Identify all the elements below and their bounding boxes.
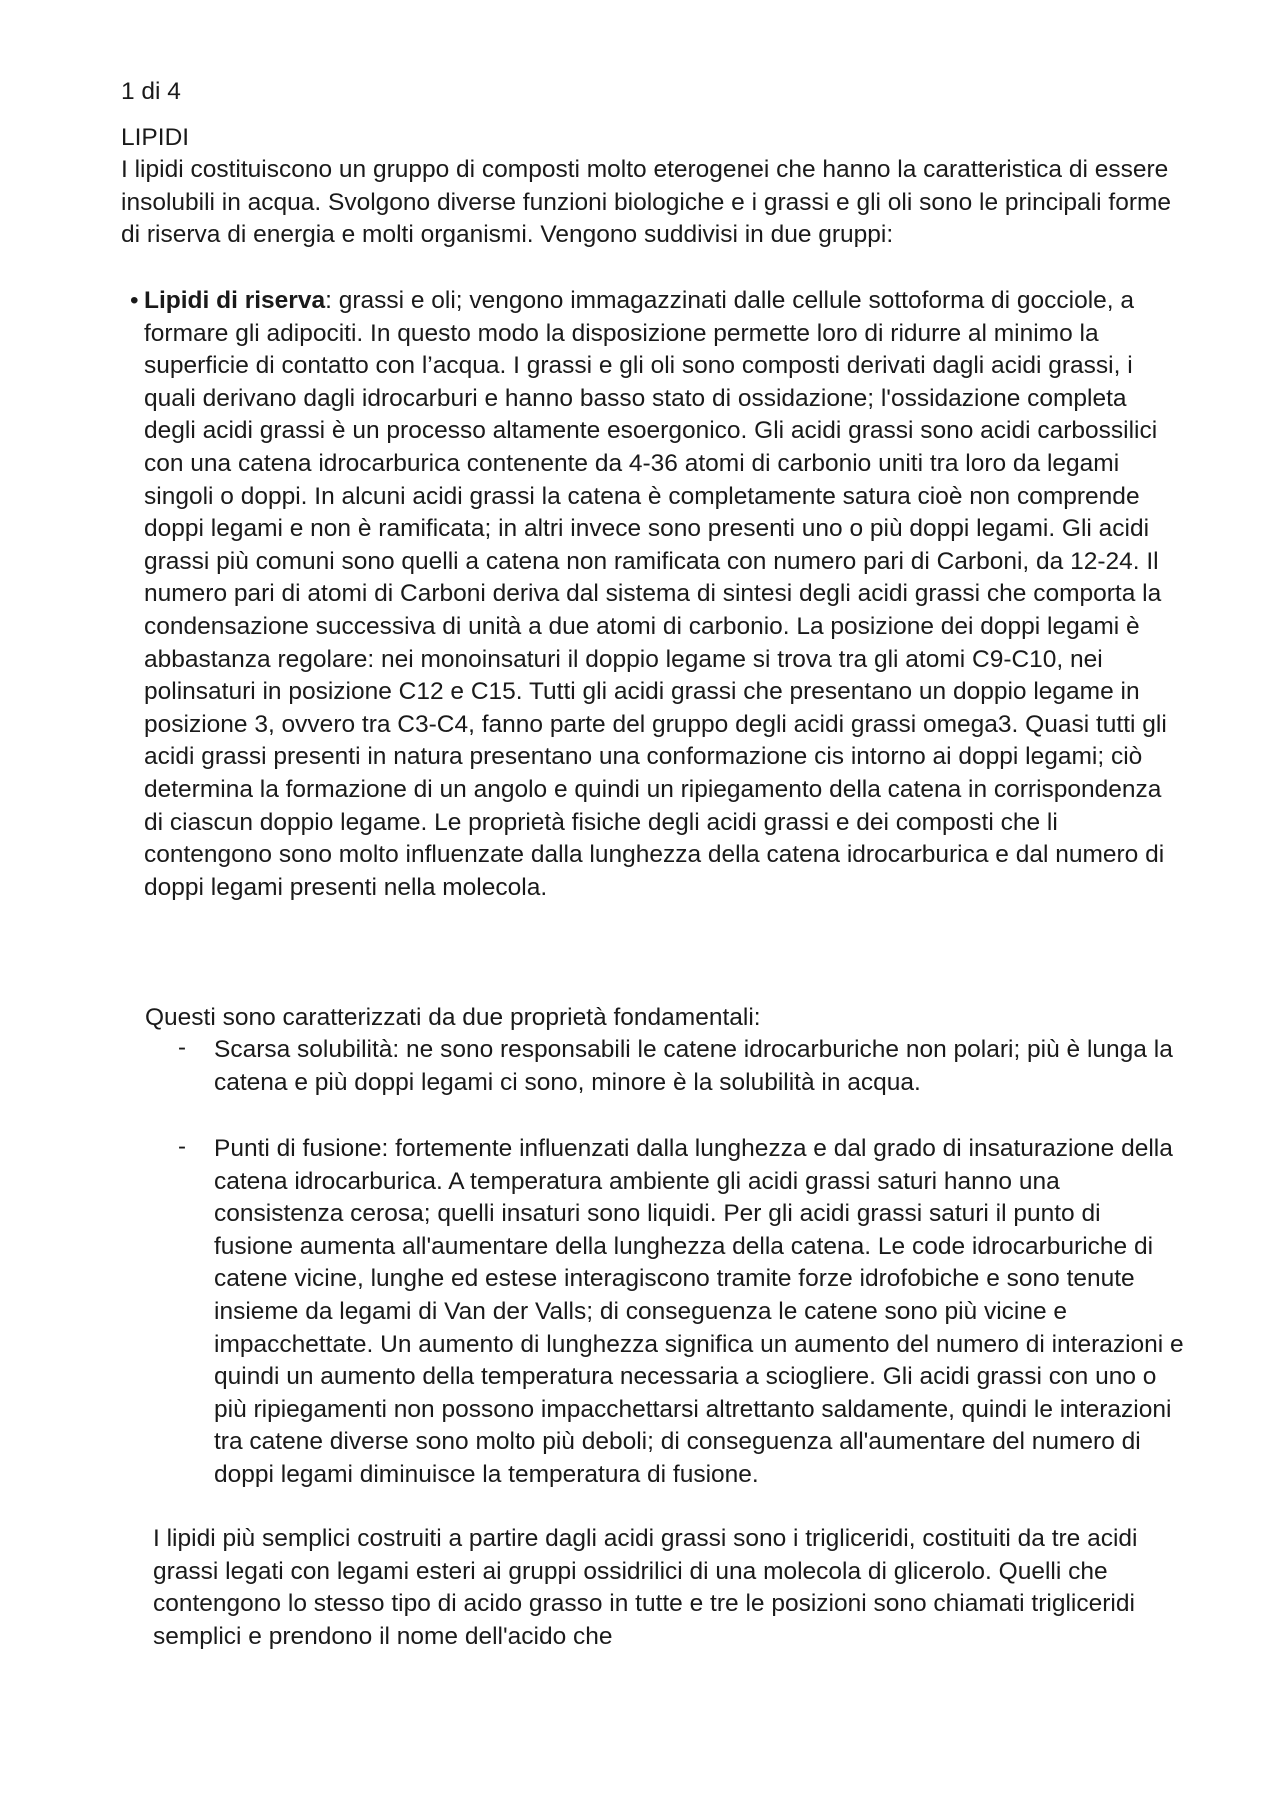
bullet-term: Lipidi di riserva xyxy=(144,287,326,314)
section-title: LIPIDI xyxy=(121,124,190,151)
bullet-body: : grassi e oli; vengono immagazzinati dalle cellule sottoforma di gocciole, a formare gli adipociti. In questo modo la disposizione permette loro di ridurre al minimo la superficie di contatto con l’acqua. I grassi e gli oli sono composti derivati dagli acidi grassi, i quali derivano dagli idrocarburi e hanno basso stato di ossidazione; l'ossidazione completa degli acidi grassi è un processo altamente esoergonico. Gli acidi grassi sono acidi carbossilici con una catena idrocarburica contenente da 4-36 atomi di carbonio uniti tra loro da legami singoli o doppi. In alcuni acidi grassi la catena è completamente satura cioè non comprende doppi legami e non è ramificata; in altri invece sono presenti uno o più doppi legami. Gli acidi grassi più comuni sono quelli a catena non ramificata con numero pari di Carboni, da 12-24. Il numero pari di atomi di Carboni deriva dal sistema di sintesi degli acidi grassi che comporta la condensazione successiva di unità a due atomi di carbonio. La posizione dei doppi legami è abbastanza regolare: nei monoinsaturi il doppio legame si trova tra gli atomi C9-C10, nei polinsaturi in posizione C12 e C15. Tutti gli acidi grassi che presentano un doppio legame in posizione 3, ovvero tra C3-C4, fanno parte del gruppo degli acidi grassi omega3. Quasi tutti gli acidi grassi presenti in natura presentano una conformazione cis intorno ai doppi legami; ciò determina la formazione di un angolo e quindi un ripiegamento della catena in corrispondenza di ciascun doppio legame. Le proprietà fisiche degli acidi grassi e dei composti che li contengono sono molto influenzate dalla lunghezza della catena idrocarburica e dal numero di doppi legami presenti nella molecola. xyxy=(144,287,1167,901)
bullet-paragraph xyxy=(144,285,1184,904)
bullet-marker: • xyxy=(130,287,139,314)
triglycerides-paragraph: I lipidi più semplici costruiti a partire dagli acidi grassi sono i trigliceridi, costituiti da tre acidi grassi legati con legami esteri ai gruppi ossidrilici di una molecola di glicerolo. Quelli che contengono lo stesso tipo di acido grasso in tutte e tre le posizioni sono chiamati trigliceridi semplici e prendono il nome dell'acido che xyxy=(153,1525,1138,1650)
dash-item-text: Punti di fusione: fortemente influenzati dalla lunghezza e dal grado di insaturazione della catena idrocarburica. A temperatura ambiente gli acidi grassi saturi hanno una consistenza cerosa; quelli insaturi sono liquidi. Per gli acidi grassi saturi il punto di fusione aumenta all'aumentare della lunghezza della catena. Le code idrocarburiche di catene vicine, lunghe ed estese interagiscono tramite forze idrofobiche e sono tenute insieme da legami di Van der Valls; di conseguenza le catene sono più vicine e impacchettate. Un aumento di lunghezza significa un aumento del numero di interazioni e quindi un aumento della temperatura necessaria a sciogliere. Gli acidi grassi con uno o più ripiegamenti non possono impacchettarsi altrettanto saldamente, quindi le interazioni tra catene diverse sono molto più deboli; di conseguenza all'aumentare del numero di doppi legami diminuisce la temperatura di fusione. xyxy=(214,1135,1184,1488)
dash-item-text: Scarsa solubilità: ne sono responsabili le catene idrocarburiche non polari; più è lunga la catena e più doppi legami ci sono, minore è la solubilità in acqua. xyxy=(214,1036,1173,1096)
intro-paragraph: I lipidi costituiscono un gruppo di composti molto eterogenei che hanno la caratteristica di essere insolubili in acqua. Svolgono diverse funzioni biologiche e i grassi e gli oli sono le principali forme di riserva di energia e molti organismi. Vengono suddivisi in due gruppi: xyxy=(121,156,1172,249)
dash-marker: - xyxy=(178,1133,186,1160)
properties-lead-line: Questi sono caratterizzati da due proprietà fondamentali: xyxy=(145,1004,761,1031)
page-number: 1 di 4 xyxy=(121,78,181,105)
dash-marker: - xyxy=(178,1034,186,1061)
